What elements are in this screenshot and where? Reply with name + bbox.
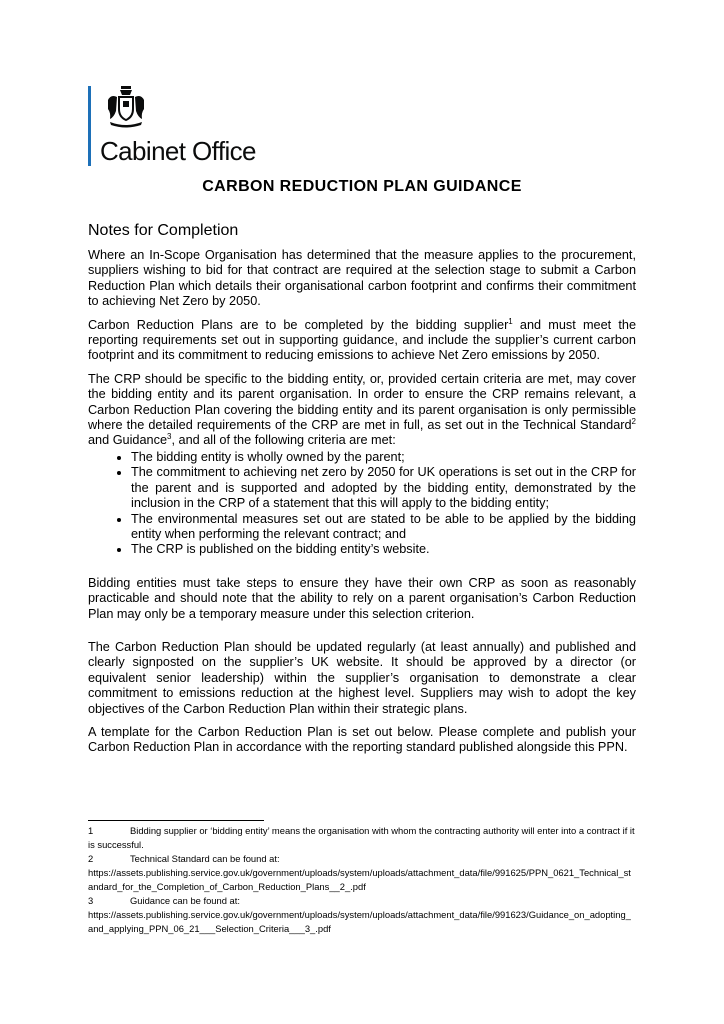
footnote-ref-2: 2 bbox=[631, 416, 636, 426]
list-item: • The environmental measures set out are stated to be able to be applied by the bidding entity when performing the relevant contract; and bbox=[131, 512, 636, 543]
footnote-1: 1 Bidding supplier or ‘bidding entity’ means the organisation with whom the contracting authority will enter into a contract if it is successful. bbox=[88, 825, 635, 850]
list-item: • The bidding entity is wholly owned by the parent; bbox=[131, 450, 636, 465]
paragraph-6: A template for the Carbon Reduction Plan is set out below. Please complete and publish your Carbon Reduction Plan in accordance with the reporting standard published alongside this PPN. bbox=[88, 724, 636, 755]
footnote-2: 2 Technical Standard can be found at: bbox=[88, 853, 280, 864]
list-item: • The commitment to achieving net zero by 2050 for UK operations is set out in the CRP for the parent and is supported and adopted by the bidding entity, demonstrated by the inclusion in the CRP of a statement that this will apply to the bidding entity; bbox=[131, 465, 636, 511]
criteria-list bbox=[88, 450, 636, 558]
document-title: CARBON REDUCTION PLAN GUIDANCE bbox=[202, 178, 522, 195]
royal-coat-of-arms-icon bbox=[104, 84, 148, 128]
footnote-3: 3 Guidance can be found at: bbox=[88, 895, 240, 906]
paragraph-4: Bidding entities must take steps to ensure they have their own CRP as soon as reasonably practicable and should note that the ability to rely on a parent organisation’s Carbon Reduction Plan may only be a temporary measure under this selection criterion. bbox=[88, 575, 636, 621]
footnote-ref-1: 1 bbox=[508, 316, 513, 326]
footnote-separator bbox=[88, 820, 264, 821]
paragraph-1: Where an In-Scope Organisation has determined that the measure applies to the procurement, suppliers wishing to bid for that contract are required at the selection stage to submit a Carbon Reduction Plan which details their organisational carbon footprint and confirms their commitment to achieving Net Zero by 2050. bbox=[88, 248, 636, 309]
footnote-3-url[interactable]: https://assets.publishing.service.gov.uk/government/uploads/system/uploads/attachment_data/file/991623/Guidance_on_adopting_and_applying_PPN_06_21___Selection_Criteria___3_.pdf bbox=[88, 909, 631, 934]
section-heading: Notes for Completion bbox=[88, 222, 239, 239]
footnote-2-url[interactable]: https://assets.publishing.service.gov.uk/government/uploads/system/uploads/attachment_data/file/991625/PPN_0621_Technical_standard_for_the_Completion_of_Carbon_Reduction_Plans__2_.pdf bbox=[88, 867, 631, 892]
paragraph-2: Carbon Reduction Plans are to be completed by the bidding supplier$^1$ and must meet the reporting requirements set out in supporting guidance, and include the supplier’s current carbon footprint and its commitment to reducing emissions to achieve Net Zero emissions by 2050. bbox=[88, 316, 636, 363]
footnote-ref-3: 3 bbox=[167, 432, 172, 442]
logo-text: Cabinet Office bbox=[100, 136, 256, 166]
footnotes bbox=[88, 820, 636, 936]
paragraph-5: The Carbon Reduction Plan should be updated regularly (at least annually) and published and clearly signposted on the supplier’s UK website. It should be approved by a director (or equivalent senior leadership) within the supplier’s organisation to demonstrate a clear commitment to emissions reduction at the highest level. Suppliers may wish to adopt the key objectives of the Carbon Reduction Plan within their strategic plans. bbox=[88, 639, 636, 716]
paragraph-3: The CRP should be specific to the bidding entity, or, provided certain criteria are met, may cover the bidding entity and its parent organisation. In order to ensure the CRP remains relevant, a Carbon Reduction Plan covering the bidding entity and its parent organisation is only permissible where the detailed requirements of the CRP are met in full, as set out in the Technical Standard$^2$ and Guidance$^3$, and all of the following criteria are met: bbox=[88, 371, 636, 448]
logo-accent-bar bbox=[88, 86, 91, 166]
list-item: • The CRP is published on the bidding entity’s website. bbox=[131, 542, 636, 557]
main-content bbox=[88, 221, 636, 764]
